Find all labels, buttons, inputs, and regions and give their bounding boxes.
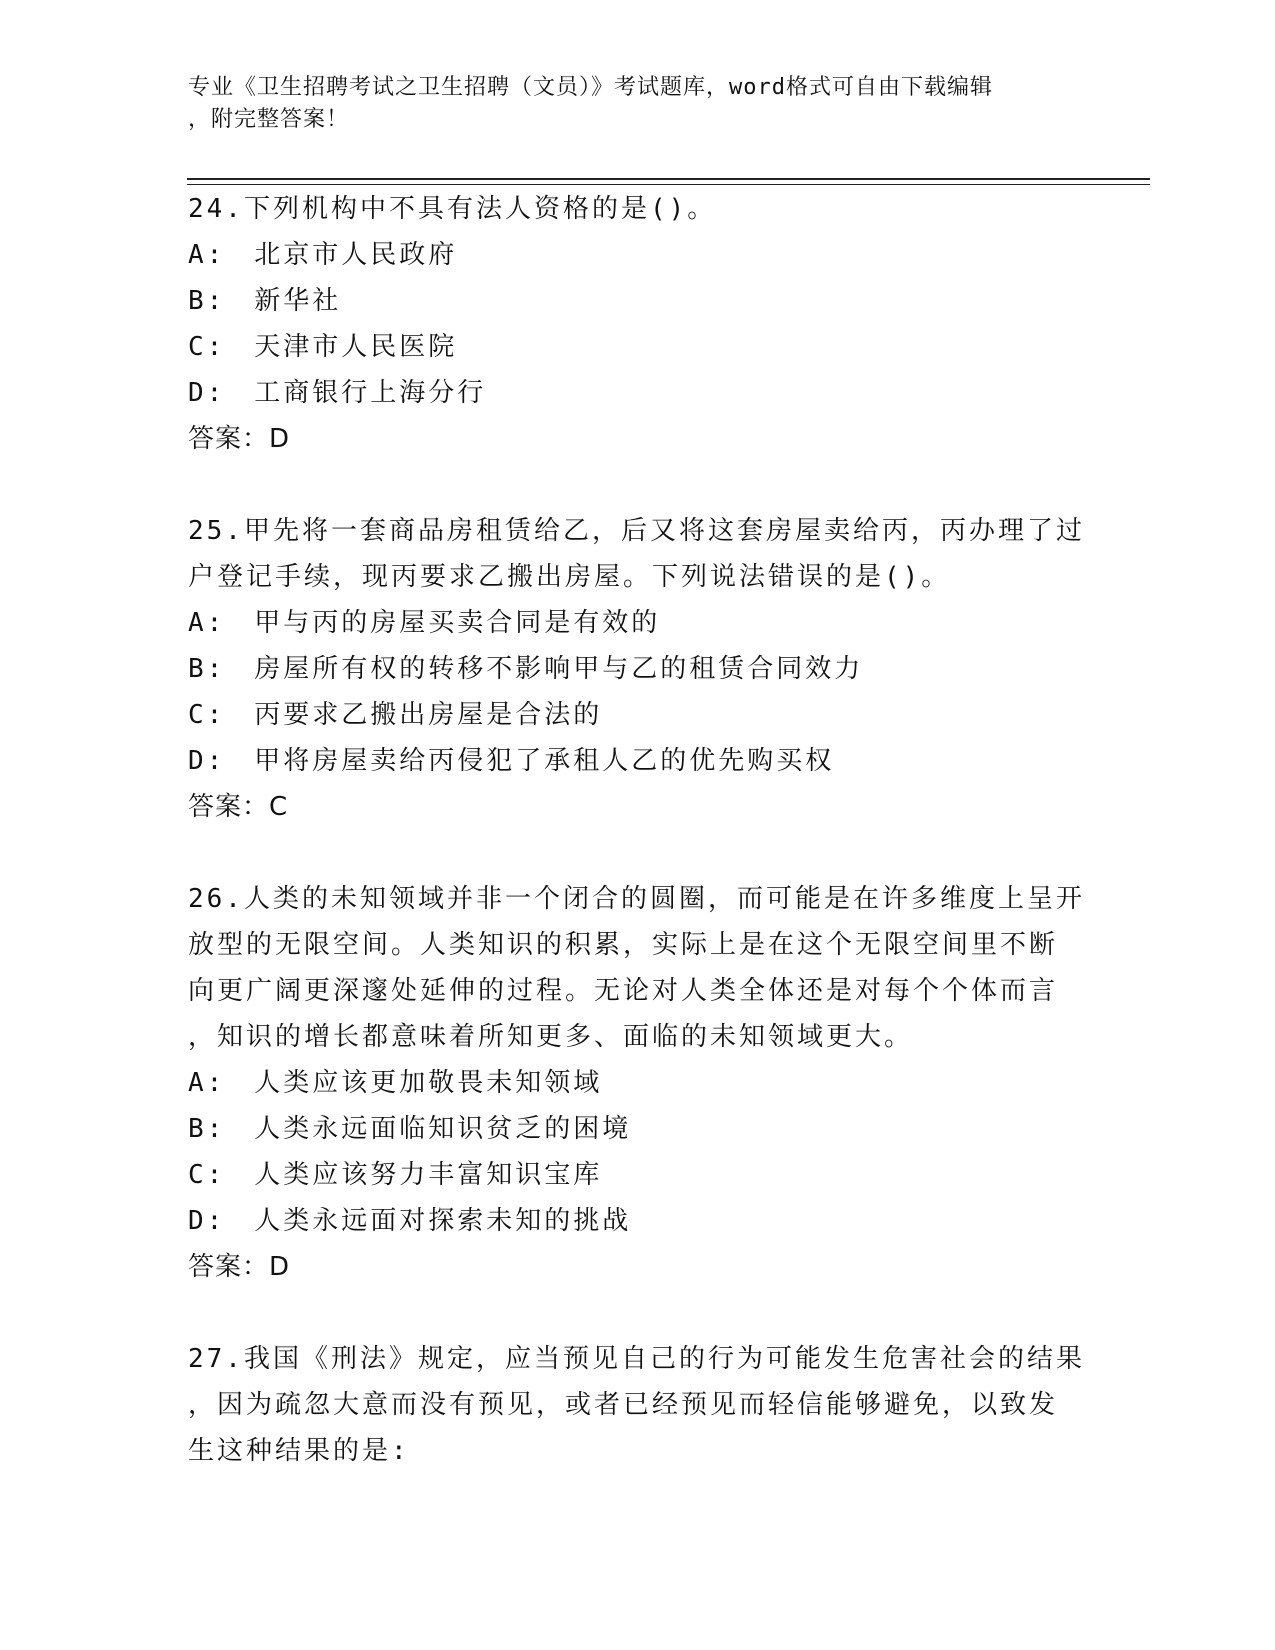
answer-option: A: 北京市人民政府 [188,240,458,270]
answer-key: 答案：D [188,424,291,454]
answer-option: D: 工商银行上海分行 [188,378,487,408]
question-block [188,186,1088,462]
answer-option: C: 天津市人民医院 [188,332,458,362]
answer-option: B: 人类永远面临知识贫乏的困境 [188,1114,632,1144]
question-block [188,508,1088,830]
question-stem-line: 放型的无限空间。人类知识的积累，实际上是在这个无限空间里不断 [188,930,1059,960]
question-stem-line: ，因为疏忽大意而没有预见，或者已经预见而轻信能够避免，以致发 [188,1390,1059,1420]
answer-option: B: 房屋所有权的转移不影响甲与乙的租赁合同效力 [188,654,864,684]
answer-option: D: 人类永远面对探索未知的挑战 [188,1206,632,1236]
question-block [188,1336,1088,1474]
answer-key: 答案：D [188,1252,291,1282]
question-stem-line: 26.人类的未知领域并非一个闭合的圆圈，而可能是在许多维度上呈开 [188,884,1085,914]
answer-option: A: 甲与丙的房屋买卖合同是有效的 [188,608,661,638]
question-block [188,876,1088,1290]
question-stem-line: 24.下列机构中不具有法人资格的是()。 [188,194,717,224]
question-stem-line: 25.甲先将一套商品房租赁给乙，后又将这套房屋卖给丙，丙办理了过 [188,516,1085,546]
question-list [188,186,1088,1520]
question-stem-line: 户登记手续，现丙要求乙搬出房屋。下列说法错误的是()。 [188,562,951,592]
answer-option: C: 人类应该努力丰富知识宝库 [188,1160,603,1190]
document-header: 专业《卫生招聘考试之卫生招聘（文员）》考试题库，word格式可自由下载编辑 ，附完整答案！ [188,75,993,132]
answer-key: 答案：C [188,792,289,822]
answer-option: D: 甲将房屋卖给丙侵犯了承租人乙的优先购买权 [188,746,835,776]
header-divider [187,178,1150,180]
question-stem-line: 生这种结果的是: [188,1436,410,1466]
question-stem-line: 27.我国《刑法》规定，应当预见自己的行为可能发生危害社会的结果 [188,1344,1085,1374]
answer-option: C: 丙要求乙搬出房屋是合法的 [188,700,603,730]
header-divider-thin [187,184,1150,185]
question-stem-line: ，知识的增长都意味着所知更多、面临的未知领域更大。 [188,1022,914,1052]
answer-option: B: 新华社 [188,286,342,316]
answer-option: A: 人类应该更加敬畏未知领域 [188,1068,603,1098]
question-stem-line: 向更广阔更深邃处延伸的过程。无论对人类全体还是对每个个体而言 [188,976,1059,1006]
